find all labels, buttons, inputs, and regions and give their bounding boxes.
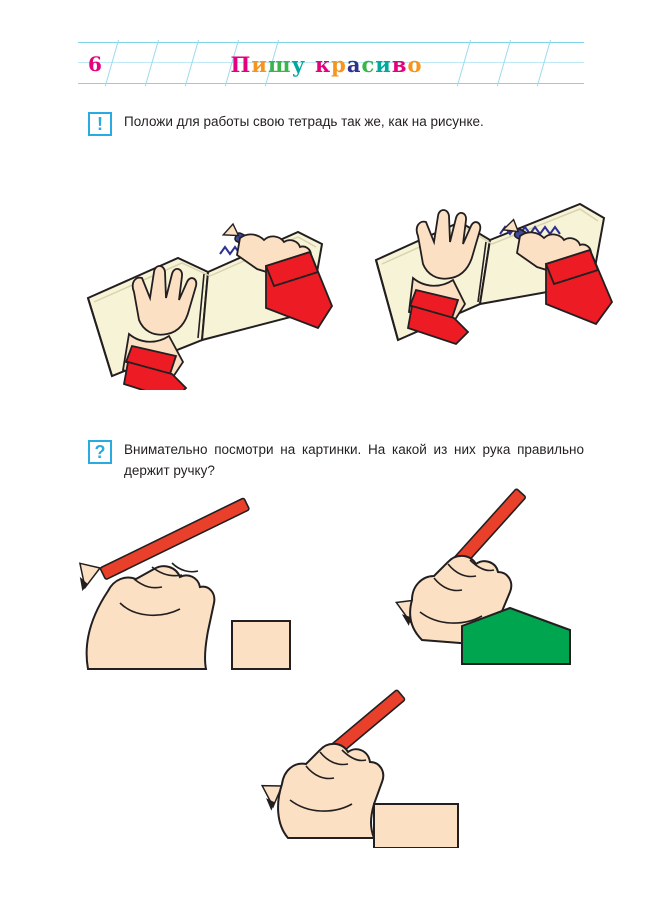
exclamation-badge-icon: ! [88, 112, 112, 136]
title-letter: а [346, 52, 362, 77]
notebook-left-illustration [70, 180, 340, 390]
task-1-text: Положи для работы свою тетрадь так же, как на рисунке. [124, 114, 484, 129]
title-letter: с [361, 52, 376, 77]
page-number: 6 [88, 52, 102, 76]
question-badge-icon: ? [88, 440, 112, 464]
hand-holding-pencil-option-3 [248, 688, 478, 848]
title-letter: у [291, 52, 306, 77]
notebook-right-illustration [368, 172, 618, 382]
task-2-instruction [88, 440, 584, 482]
task-1-instruction [88, 112, 584, 136]
title-letter: и [251, 52, 268, 77]
title-letter: о [407, 52, 423, 77]
page-header [0, 0, 653, 100]
hand-holding-pencil-option-1 [60, 495, 310, 670]
title-letter: к [315, 52, 332, 77]
figure-hand-option-1[interactable] [60, 495, 310, 675]
task-2-text: Внимательно посмотри на картинки. На какой из них рука правильно держит ручку? [124, 442, 584, 478]
figure-notebook-1 [70, 180, 340, 395]
title-letter: и [375, 52, 392, 77]
figure-notebook-2 [368, 172, 618, 387]
title-letter: р [331, 52, 347, 77]
page-title [0, 52, 653, 77]
title-letter: в [391, 52, 408, 77]
figure-hand-option-3[interactable] [248, 688, 478, 853]
hand-holding-pencil-option-2 [390, 480, 590, 665]
title-letter: П [230, 52, 252, 77]
figure-hand-option-2[interactable] [390, 480, 590, 670]
rule-line-bottom [78, 83, 584, 84]
title-letter: ш [267, 52, 292, 77]
